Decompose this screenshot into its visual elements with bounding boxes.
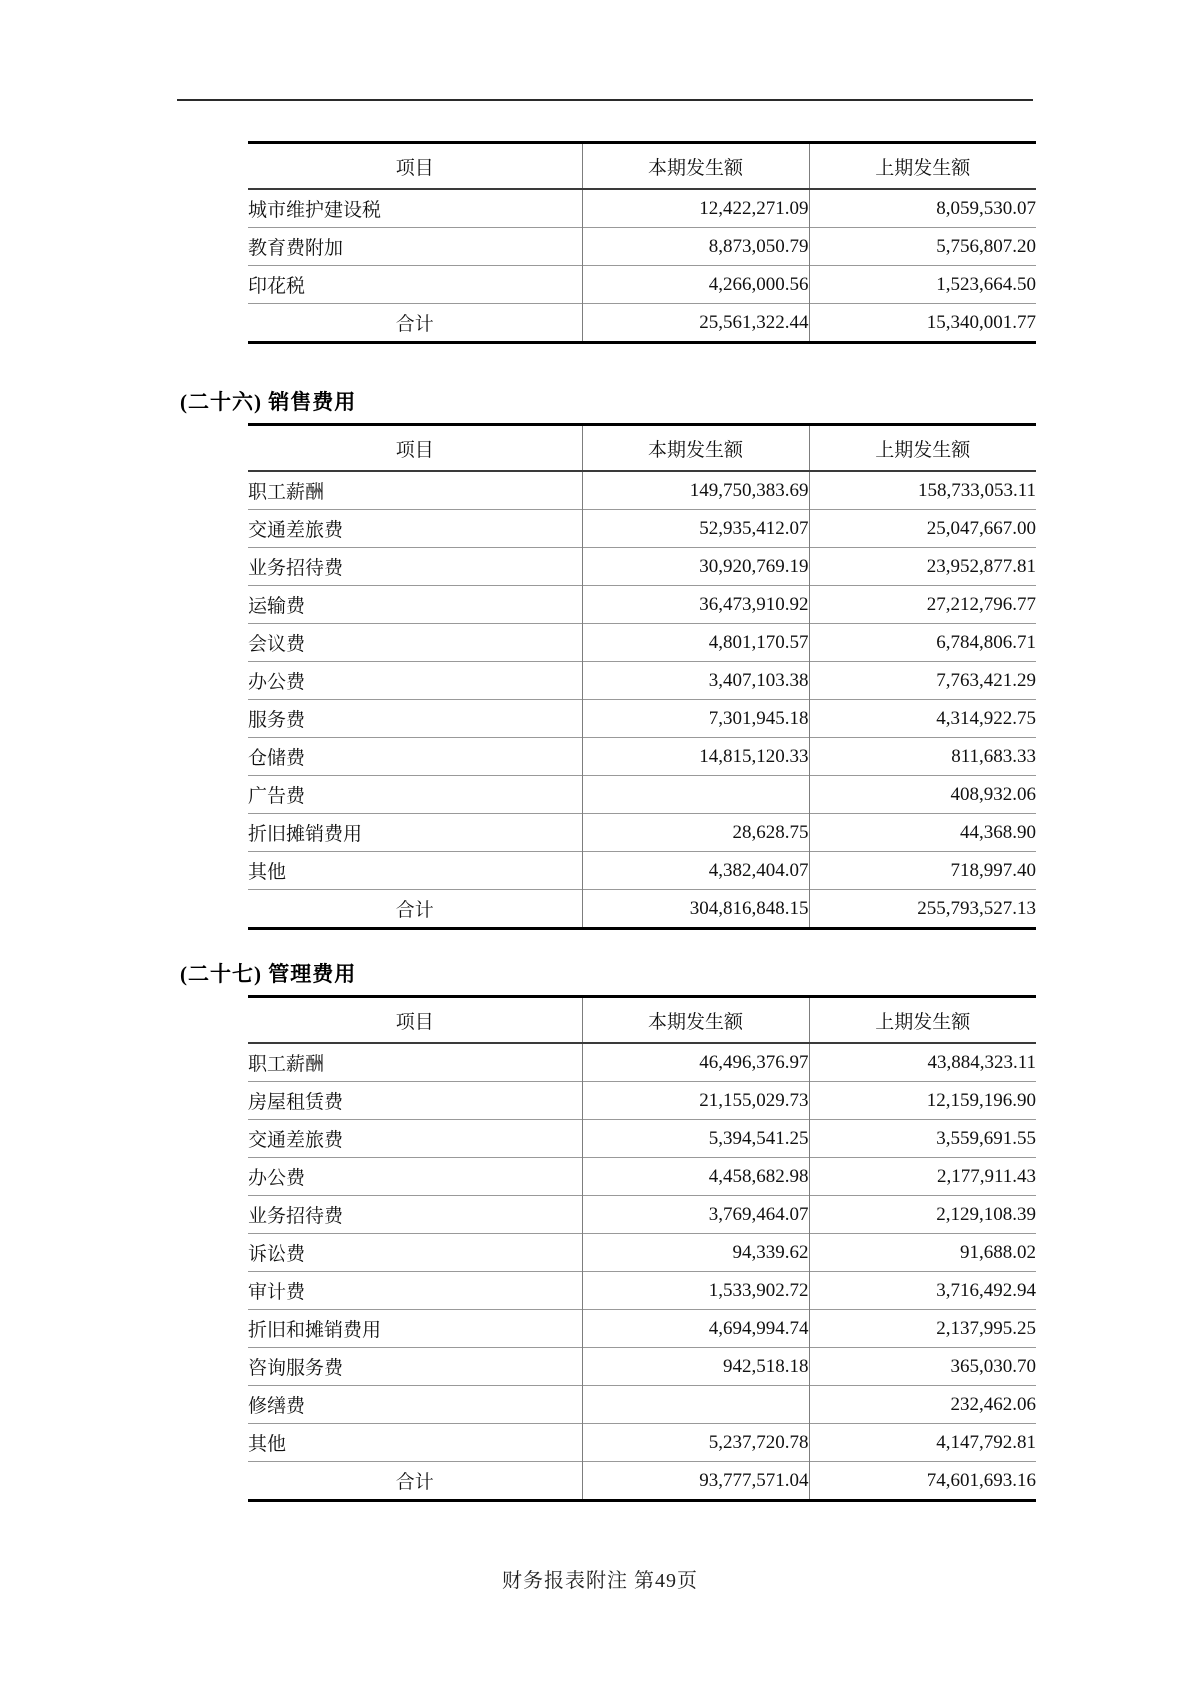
row-prior-period-value: 255,793,527.13	[809, 890, 1036, 929]
row-item-label: 城市维护建设税	[248, 189, 582, 228]
row-item-label: 合计	[248, 1462, 582, 1501]
section-selling-expenses	[180, 390, 1036, 930]
row-item-label: 业务招待费	[248, 1196, 582, 1234]
table-row	[248, 304, 1036, 343]
row-current-period-value: 21,155,029.73	[582, 1082, 809, 1120]
table-row	[248, 189, 1036, 228]
row-prior-period-value: 7,763,421.29	[809, 662, 1036, 700]
row-prior-period-value: 5,756,807.20	[809, 228, 1036, 266]
row-item-label: 其他	[248, 1424, 582, 1462]
table-row	[248, 1082, 1036, 1120]
row-current-period-value: 7,301,945.18	[582, 700, 809, 738]
row-prior-period-value: 25,047,667.00	[809, 510, 1036, 548]
row-prior-period-value: 8,059,530.07	[809, 189, 1036, 228]
row-item-label: 修缮费	[248, 1386, 582, 1424]
table-row	[248, 510, 1036, 548]
column-header: 项目	[248, 143, 582, 190]
row-item-label: 办公费	[248, 1158, 582, 1196]
taxes-table	[248, 141, 1036, 344]
row-current-period-value: 8,873,050.79	[582, 228, 809, 266]
admin-expenses-table	[248, 995, 1036, 1502]
table-header-row	[248, 143, 1036, 190]
row-prior-period-value: 408,932.06	[809, 776, 1036, 814]
row-prior-period-value: 811,683.33	[809, 738, 1036, 776]
row-item-label: 办公费	[248, 662, 582, 700]
row-current-period-value: 4,458,682.98	[582, 1158, 809, 1196]
row-current-period-value: 5,237,720.78	[582, 1424, 809, 1462]
section-heading-selling-expenses: (二十六) 销售费用	[180, 390, 357, 414]
row-prior-period-value: 1,523,664.50	[809, 266, 1036, 304]
section-heading-admin-expenses: (二十七) 管理费用	[180, 962, 357, 986]
row-item-label: 印花税	[248, 266, 582, 304]
row-item-label: 广告费	[248, 776, 582, 814]
column-header: 本期发生额	[582, 143, 809, 190]
row-current-period-value: 25,561,322.44	[582, 304, 809, 343]
row-prior-period-value: 365,030.70	[809, 1348, 1036, 1386]
table-row	[248, 266, 1036, 304]
row-current-period-value	[582, 1386, 809, 1424]
row-current-period-value: 28,628.75	[582, 814, 809, 852]
column-header: 上期发生额	[809, 425, 1036, 472]
table-row	[248, 852, 1036, 890]
row-prior-period-value: 4,147,792.81	[809, 1424, 1036, 1462]
table-row	[248, 662, 1036, 700]
row-current-period-value: 942,518.18	[582, 1348, 809, 1386]
row-current-period-value: 46,496,376.97	[582, 1043, 809, 1082]
table-row	[248, 1196, 1036, 1234]
table-row	[248, 586, 1036, 624]
row-current-period-value: 3,769,464.07	[582, 1196, 809, 1234]
row-item-label: 合计	[248, 304, 582, 343]
row-prior-period-value: 718,997.40	[809, 852, 1036, 890]
row-current-period-value: 94,339.62	[582, 1234, 809, 1272]
row-prior-period-value: 74,601,693.16	[809, 1462, 1036, 1501]
row-prior-period-value: 2,177,911.43	[809, 1158, 1036, 1196]
row-item-label: 仓储费	[248, 738, 582, 776]
table-row	[248, 1234, 1036, 1272]
row-current-period-value	[582, 776, 809, 814]
table-row	[248, 228, 1036, 266]
row-item-label: 其他	[248, 852, 582, 890]
row-current-period-value: 4,382,404.07	[582, 852, 809, 890]
row-prior-period-value: 27,212,796.77	[809, 586, 1036, 624]
table-row	[248, 1120, 1036, 1158]
row-current-period-value: 4,694,994.74	[582, 1310, 809, 1348]
table-row	[248, 1462, 1036, 1501]
table-row	[248, 1348, 1036, 1386]
section-admin-expenses	[180, 962, 1036, 1502]
row-current-period-value: 14,815,120.33	[582, 738, 809, 776]
table-row	[248, 471, 1036, 510]
row-prior-period-value: 43,884,323.11	[809, 1043, 1036, 1082]
row-item-label: 交通差旅费	[248, 510, 582, 548]
table-row	[248, 1043, 1036, 1082]
row-item-label: 职工薪酬	[248, 471, 582, 510]
table-header-row	[248, 425, 1036, 472]
row-current-period-value: 1,533,902.72	[582, 1272, 809, 1310]
row-current-period-value: 52,935,412.07	[582, 510, 809, 548]
selling-expenses-table	[248, 423, 1036, 930]
row-item-label: 教育费附加	[248, 228, 582, 266]
table-row	[248, 548, 1036, 586]
row-current-period-value: 304,816,848.15	[582, 890, 809, 929]
table-row	[248, 1386, 1036, 1424]
table-row	[248, 776, 1036, 814]
row-prior-period-value: 3,716,492.94	[809, 1272, 1036, 1310]
row-item-label: 运输费	[248, 586, 582, 624]
row-current-period-value: 4,266,000.56	[582, 266, 809, 304]
table-header-row	[248, 997, 1036, 1044]
row-item-label: 服务费	[248, 700, 582, 738]
column-header: 项目	[248, 997, 582, 1044]
row-item-label: 审计费	[248, 1272, 582, 1310]
row-item-label: 业务招待费	[248, 548, 582, 586]
row-item-label: 诉讼费	[248, 1234, 582, 1272]
table-row	[248, 890, 1036, 929]
row-current-period-value: 4,801,170.57	[582, 624, 809, 662]
section-taxes-continued	[248, 141, 1036, 344]
row-current-period-value: 3,407,103.38	[582, 662, 809, 700]
row-current-period-value: 93,777,571.04	[582, 1462, 809, 1501]
row-prior-period-value: 2,129,108.39	[809, 1196, 1036, 1234]
row-item-label: 房屋租赁费	[248, 1082, 582, 1120]
table-row	[248, 700, 1036, 738]
row-item-label: 合计	[248, 890, 582, 929]
column-header: 项目	[248, 425, 582, 472]
table-row	[248, 624, 1036, 662]
row-prior-period-value: 6,784,806.71	[809, 624, 1036, 662]
row-prior-period-value: 91,688.02	[809, 1234, 1036, 1272]
row-prior-period-value: 15,340,001.77	[809, 304, 1036, 343]
row-current-period-value: 5,394,541.25	[582, 1120, 809, 1158]
table-row	[248, 1272, 1036, 1310]
row-prior-period-value: 23,952,877.81	[809, 548, 1036, 586]
table-row	[248, 1424, 1036, 1462]
row-item-label: 交通差旅费	[248, 1120, 582, 1158]
row-current-period-value: 149,750,383.69	[582, 471, 809, 510]
column-header: 本期发生额	[582, 997, 809, 1044]
row-item-label: 折旧摊销费用	[248, 814, 582, 852]
row-current-period-value: 30,920,769.19	[582, 548, 809, 586]
row-item-label: 咨询服务费	[248, 1348, 582, 1386]
row-prior-period-value: 3,559,691.55	[809, 1120, 1036, 1158]
row-prior-period-value: 12,159,196.90	[809, 1082, 1036, 1120]
row-current-period-value: 36,473,910.92	[582, 586, 809, 624]
row-prior-period-value: 4,314,922.75	[809, 700, 1036, 738]
row-current-period-value: 12,422,271.09	[582, 189, 809, 228]
row-item-label: 会议费	[248, 624, 582, 662]
column-header: 本期发生额	[582, 425, 809, 472]
row-prior-period-value: 2,137,995.25	[809, 1310, 1036, 1348]
row-prior-period-value: 44,368.90	[809, 814, 1036, 852]
row-prior-period-value: 232,462.06	[809, 1386, 1036, 1424]
table-row	[248, 1310, 1036, 1348]
column-header: 上期发生额	[809, 143, 1036, 190]
row-item-label: 职工薪酬	[248, 1043, 582, 1082]
column-header: 上期发生额	[809, 997, 1036, 1044]
table-row	[248, 814, 1036, 852]
table-row	[248, 1158, 1036, 1196]
page-footer: 财务报表附注 第49页	[502, 1570, 698, 1592]
page-header-rule	[177, 99, 1033, 101]
row-item-label: 折旧和摊销费用	[248, 1310, 582, 1348]
row-prior-period-value: 158,733,053.11	[809, 471, 1036, 510]
table-row	[248, 738, 1036, 776]
